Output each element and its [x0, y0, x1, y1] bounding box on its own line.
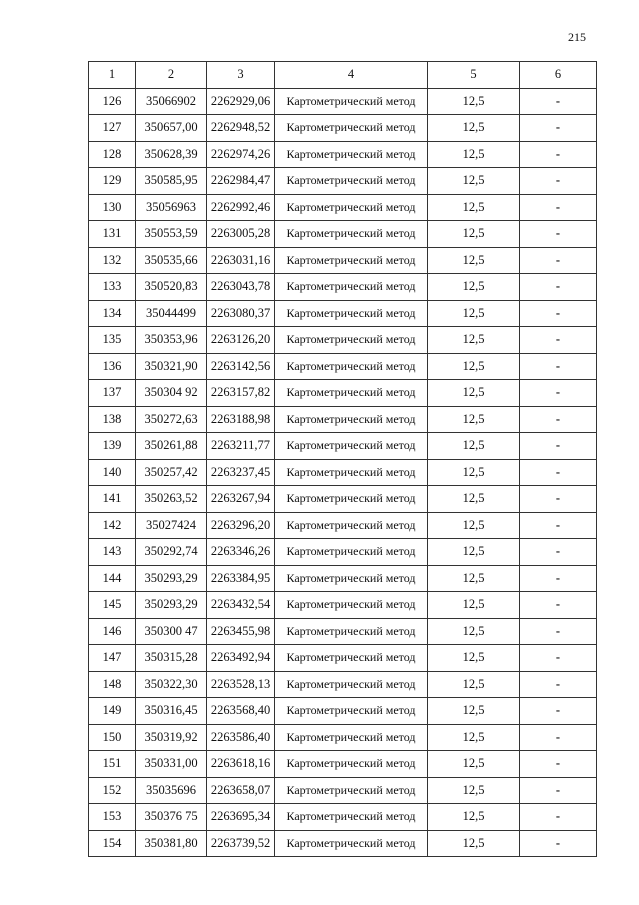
y-coordinate-cell: 2263267,94 — [207, 486, 275, 513]
note-cell: - — [520, 671, 597, 698]
table-row — [89, 830, 597, 857]
note-cell: - — [520, 194, 597, 221]
table-row — [89, 353, 597, 380]
note-cell: - — [520, 565, 597, 592]
table-row — [89, 512, 597, 539]
method-cell: Картометрический метод — [275, 353, 428, 380]
x-coordinate-cell: 350585,95 — [136, 168, 207, 195]
accuracy-cell: 12,5 — [428, 274, 520, 301]
point-number-cell: 150 — [89, 724, 136, 751]
method-cell: Картометрический метод — [275, 221, 428, 248]
x-coordinate-cell: 350353,96 — [136, 327, 207, 354]
accuracy-cell: 12,5 — [428, 141, 520, 168]
point-number-cell: 143 — [89, 539, 136, 566]
accuracy-cell: 12,5 — [428, 671, 520, 698]
method-cell: Картометрический метод — [275, 486, 428, 513]
accuracy-cell: 12,5 — [428, 804, 520, 831]
table-row — [89, 751, 597, 778]
method-cell: Картометрический метод — [275, 433, 428, 460]
x-coordinate-cell: 35027424 — [136, 512, 207, 539]
y-coordinate-cell: 2263492,94 — [207, 645, 275, 672]
y-coordinate-cell: 2263384,95 — [207, 565, 275, 592]
note-cell: - — [520, 406, 597, 433]
x-coordinate-cell: 350261,88 — [136, 433, 207, 460]
point-number-cell: 153 — [89, 804, 136, 831]
point-number-cell: 151 — [89, 751, 136, 778]
header-cell-5: 5 — [428, 62, 520, 89]
note-cell: - — [520, 141, 597, 168]
y-coordinate-cell: 2263568,40 — [207, 698, 275, 725]
table-row — [89, 804, 597, 831]
note-cell: - — [520, 168, 597, 195]
y-coordinate-cell: 2263658,07 — [207, 777, 275, 804]
x-coordinate-cell: 350553,59 — [136, 221, 207, 248]
x-coordinate-cell: 350520,83 — [136, 274, 207, 301]
x-coordinate-cell: 350321,90 — [136, 353, 207, 380]
y-coordinate-cell: 2262929,06 — [207, 88, 275, 115]
note-cell: - — [520, 274, 597, 301]
method-cell: Картометрический метод — [275, 274, 428, 301]
y-coordinate-cell: 2263188,98 — [207, 406, 275, 433]
note-cell: - — [520, 777, 597, 804]
point-number-cell: 145 — [89, 592, 136, 619]
x-coordinate-cell: 350381,80 — [136, 830, 207, 857]
point-number-cell: 134 — [89, 300, 136, 327]
table-row — [89, 406, 597, 433]
accuracy-cell: 12,5 — [428, 168, 520, 195]
note-cell: - — [520, 698, 597, 725]
note-cell: - — [520, 724, 597, 751]
table-row — [89, 433, 597, 460]
header-cell-3: 3 — [207, 62, 275, 89]
method-cell: Картометрический метод — [275, 724, 428, 751]
y-coordinate-cell: 2263142,56 — [207, 353, 275, 380]
method-cell: Картометрический метод — [275, 115, 428, 142]
y-coordinate-cell: 2263080,37 — [207, 300, 275, 327]
method-cell: Картометрический метод — [275, 88, 428, 115]
table-row — [89, 168, 597, 195]
note-cell: - — [520, 247, 597, 274]
x-coordinate-cell: 350292,74 — [136, 539, 207, 566]
table-row — [89, 459, 597, 486]
note-cell: - — [520, 539, 597, 566]
accuracy-cell: 12,5 — [428, 645, 520, 672]
x-coordinate-cell: 350535,66 — [136, 247, 207, 274]
accuracy-cell: 12,5 — [428, 751, 520, 778]
accuracy-cell: 12,5 — [428, 433, 520, 460]
note-cell: - — [520, 486, 597, 513]
table-row — [89, 115, 597, 142]
method-cell: Картометрический метод — [275, 380, 428, 407]
y-coordinate-cell: 2262992,46 — [207, 194, 275, 221]
x-coordinate-cell: 350376 75 — [136, 804, 207, 831]
table-row — [89, 88, 597, 115]
method-cell: Картометрический метод — [275, 300, 428, 327]
y-coordinate-cell: 2263157,82 — [207, 380, 275, 407]
note-cell: - — [520, 645, 597, 672]
method-cell: Картометрический метод — [275, 512, 428, 539]
x-coordinate-cell: 350316,45 — [136, 698, 207, 725]
method-cell: Картометрический метод — [275, 830, 428, 857]
x-coordinate-cell: 350315,28 — [136, 645, 207, 672]
method-cell: Картометрический метод — [275, 141, 428, 168]
page-number: 215 — [568, 30, 586, 44]
y-coordinate-cell: 2263586,40 — [207, 724, 275, 751]
note-cell: - — [520, 353, 597, 380]
method-cell: Картометрический метод — [275, 698, 428, 725]
point-number-cell: 140 — [89, 459, 136, 486]
accuracy-cell: 12,5 — [428, 247, 520, 274]
method-cell: Картометрический метод — [275, 247, 428, 274]
x-coordinate-cell: 350628,39 — [136, 141, 207, 168]
note-cell: - — [520, 459, 597, 486]
point-number-cell: 126 — [89, 88, 136, 115]
point-number-cell: 132 — [89, 247, 136, 274]
accuracy-cell: 12,5 — [428, 221, 520, 248]
note-cell: - — [520, 433, 597, 460]
point-number-cell: 127 — [89, 115, 136, 142]
x-coordinate-cell: 350657,00 — [136, 115, 207, 142]
coordinates-table — [88, 61, 597, 857]
method-cell: Картометрический метод — [275, 645, 428, 672]
note-cell: - — [520, 300, 597, 327]
note-cell: - — [520, 592, 597, 619]
note-cell: - — [520, 751, 597, 778]
y-coordinate-cell: 2263211,77 — [207, 433, 275, 460]
table-row — [89, 671, 597, 698]
x-coordinate-cell: 350257,42 — [136, 459, 207, 486]
x-coordinate-cell: 35056963 — [136, 194, 207, 221]
accuracy-cell: 12,5 — [428, 459, 520, 486]
x-coordinate-cell: 350293,29 — [136, 565, 207, 592]
method-cell: Картометрический метод — [275, 618, 428, 645]
table-row — [89, 698, 597, 725]
table-row — [89, 194, 597, 221]
table-row — [89, 141, 597, 168]
table-row — [89, 221, 597, 248]
y-coordinate-cell: 2262974,26 — [207, 141, 275, 168]
y-coordinate-cell: 2263739,52 — [207, 830, 275, 857]
point-number-cell: 148 — [89, 671, 136, 698]
accuracy-cell: 12,5 — [428, 115, 520, 142]
point-number-cell: 149 — [89, 698, 136, 725]
accuracy-cell: 12,5 — [428, 698, 520, 725]
accuracy-cell: 12,5 — [428, 353, 520, 380]
y-coordinate-cell: 2263005,28 — [207, 221, 275, 248]
table-row — [89, 300, 597, 327]
table-row — [89, 645, 597, 672]
note-cell: - — [520, 88, 597, 115]
accuracy-cell: 12,5 — [428, 618, 520, 645]
method-cell: Картометрический метод — [275, 194, 428, 221]
accuracy-cell: 12,5 — [428, 194, 520, 221]
table-row — [89, 380, 597, 407]
x-coordinate-cell: 350322,30 — [136, 671, 207, 698]
note-cell: - — [520, 512, 597, 539]
table-row — [89, 327, 597, 354]
accuracy-cell: 12,5 — [428, 380, 520, 407]
table-row — [89, 565, 597, 592]
note-cell: - — [520, 221, 597, 248]
method-cell: Картометрический метод — [275, 565, 428, 592]
point-number-cell: 141 — [89, 486, 136, 513]
accuracy-cell: 12,5 — [428, 486, 520, 513]
x-coordinate-cell: 350331,00 — [136, 751, 207, 778]
table-row — [89, 777, 597, 804]
method-cell: Картометрический метод — [275, 671, 428, 698]
table-header — [89, 62, 597, 89]
y-coordinate-cell: 2263528,13 — [207, 671, 275, 698]
x-coordinate-cell: 350304 92 — [136, 380, 207, 407]
note-cell: - — [520, 804, 597, 831]
y-coordinate-cell: 2263618,16 — [207, 751, 275, 778]
accuracy-cell: 12,5 — [428, 724, 520, 751]
point-number-cell: 144 — [89, 565, 136, 592]
note-cell: - — [520, 618, 597, 645]
point-number-cell: 154 — [89, 830, 136, 857]
accuracy-cell: 12,5 — [428, 592, 520, 619]
y-coordinate-cell: 2263043,78 — [207, 274, 275, 301]
note-cell: - — [520, 115, 597, 142]
accuracy-cell: 12,5 — [428, 300, 520, 327]
table-row — [89, 618, 597, 645]
accuracy-cell: 12,5 — [428, 406, 520, 433]
y-coordinate-cell: 2263346,26 — [207, 539, 275, 566]
x-coordinate-cell: 350263,52 — [136, 486, 207, 513]
table-row — [89, 724, 597, 751]
y-coordinate-cell: 2262984,47 — [207, 168, 275, 195]
header-cell-1: 1 — [89, 62, 136, 89]
header-row — [89, 62, 597, 89]
y-coordinate-cell: 2263126,20 — [207, 327, 275, 354]
y-coordinate-cell: 2262948,52 — [207, 115, 275, 142]
point-number-cell: 139 — [89, 433, 136, 460]
point-number-cell: 128 — [89, 141, 136, 168]
y-coordinate-cell: 2263432,54 — [207, 592, 275, 619]
point-number-cell: 133 — [89, 274, 136, 301]
point-number-cell: 138 — [89, 406, 136, 433]
y-coordinate-cell: 2263031,16 — [207, 247, 275, 274]
accuracy-cell: 12,5 — [428, 777, 520, 804]
accuracy-cell: 12,5 — [428, 512, 520, 539]
x-coordinate-cell: 350319,92 — [136, 724, 207, 751]
point-number-cell: 152 — [89, 777, 136, 804]
point-number-cell: 135 — [89, 327, 136, 354]
table-body — [89, 88, 597, 857]
y-coordinate-cell: 2263695,34 — [207, 804, 275, 831]
method-cell: Картометрический метод — [275, 406, 428, 433]
table-row — [89, 486, 597, 513]
point-number-cell: 129 — [89, 168, 136, 195]
x-coordinate-cell: 35044499 — [136, 300, 207, 327]
table-row — [89, 274, 597, 301]
note-cell: - — [520, 380, 597, 407]
point-number-cell: 137 — [89, 380, 136, 407]
header-cell-4: 4 — [275, 62, 428, 89]
point-number-cell: 130 — [89, 194, 136, 221]
method-cell: Картометрический метод — [275, 592, 428, 619]
method-cell: Картометрический метод — [275, 804, 428, 831]
accuracy-cell: 12,5 — [428, 327, 520, 354]
point-number-cell: 136 — [89, 353, 136, 380]
x-coordinate-cell: 350272,63 — [136, 406, 207, 433]
method-cell: Картометрический метод — [275, 459, 428, 486]
method-cell: Картометрический метод — [275, 539, 428, 566]
accuracy-cell: 12,5 — [428, 539, 520, 566]
point-number-cell: 131 — [89, 221, 136, 248]
x-coordinate-cell: 350293,29 — [136, 592, 207, 619]
x-coordinate-cell: 35066902 — [136, 88, 207, 115]
accuracy-cell: 12,5 — [428, 88, 520, 115]
x-coordinate-cell: 350300 47 — [136, 618, 207, 645]
accuracy-cell: 12,5 — [428, 830, 520, 857]
x-coordinate-cell: 35035696 — [136, 777, 207, 804]
table-row — [89, 247, 597, 274]
y-coordinate-cell: 2263237,45 — [207, 459, 275, 486]
note-cell: - — [520, 830, 597, 857]
y-coordinate-cell: 2263455,98 — [207, 618, 275, 645]
method-cell: Картометрический метод — [275, 327, 428, 354]
table-row — [89, 539, 597, 566]
table-row — [89, 592, 597, 619]
method-cell: Картометрический метод — [275, 777, 428, 804]
note-cell: - — [520, 327, 597, 354]
method-cell: Картометрический метод — [275, 751, 428, 778]
method-cell: Картометрический метод — [275, 168, 428, 195]
point-number-cell: 147 — [89, 645, 136, 672]
header-cell-6: 6 — [520, 62, 597, 89]
accuracy-cell: 12,5 — [428, 565, 520, 592]
header-cell-2: 2 — [136, 62, 207, 89]
y-coordinate-cell: 2263296,20 — [207, 512, 275, 539]
point-number-cell: 146 — [89, 618, 136, 645]
point-number-cell: 142 — [89, 512, 136, 539]
